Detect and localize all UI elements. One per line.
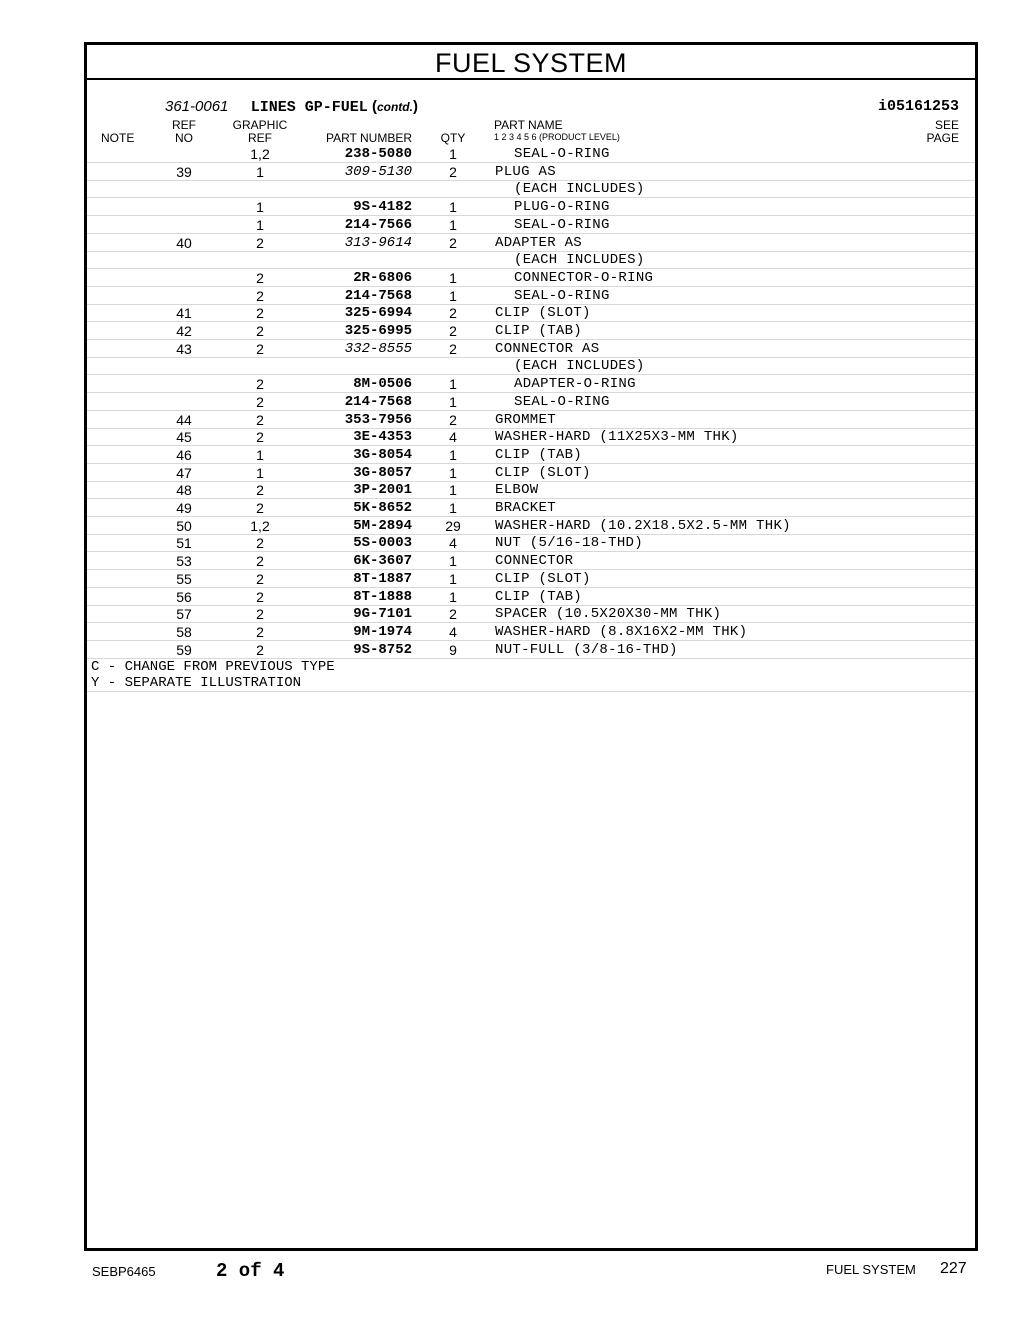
col-header-see-top: SEE <box>934 118 959 132</box>
qty-cell: 1 <box>449 146 457 162</box>
part-number-cell: 353-7956 <box>344 411 412 428</box>
part-name-cell: CONNECTOR <box>495 553 574 570</box>
part-number-cell: 9S-8752 <box>353 641 412 658</box>
part-name-cell: CLIP (SLOT) <box>495 570 591 587</box>
ref-no-cell: 48 <box>176 482 192 499</box>
qty-cell: 2 <box>449 340 457 357</box>
table-row <box>87 251 975 269</box>
qty-cell: 2 <box>449 305 457 322</box>
qty-cell: 9 <box>449 641 457 658</box>
ref-no-cell: 40 <box>176 234 192 251</box>
qty-cell: 1 <box>449 269 457 286</box>
part-name-cell: SPACER (10.5X20X30-MM THK) <box>495 606 722 623</box>
part-name-cell: (EACH INCLUDES) <box>514 358 645 375</box>
ref-no-cell: 56 <box>176 588 192 605</box>
graphic-ref-cell: 2 <box>256 269 264 286</box>
graphic-ref-cell: 2 <box>256 570 264 587</box>
part-name-cell: WASHER-HARD (10.2X18.5X2.5-MM THK) <box>495 517 791 534</box>
col-header-ref-bottom: NO <box>175 131 193 145</box>
part-name-cell: WASHER-HARD (11X25X3-MM THK) <box>495 429 739 446</box>
ref-no-cell: 55 <box>176 570 192 587</box>
graphic-ref-cell: 2 <box>256 393 264 410</box>
graphic-ref-cell: 2 <box>256 234 264 251</box>
qty-cell: 4 <box>449 535 457 552</box>
table-row <box>87 357 975 375</box>
part-name-cell: PLUG AS <box>495 163 556 180</box>
part-number-cell: 3G-8057 <box>353 464 412 481</box>
part-number-cell: 332-8555 <box>344 340 412 357</box>
ref-no-cell: 51 <box>176 535 192 552</box>
graphic-ref-cell: 2 <box>256 482 264 499</box>
table-row <box>87 375 975 393</box>
qty-cell: 1 <box>449 500 457 516</box>
table-row <box>87 411 975 429</box>
table-row <box>87 570 975 588</box>
ref-no-cell: 39 <box>176 163 192 180</box>
qty-cell: 1 <box>449 553 457 570</box>
part-name-cell: CONNECTOR-O-RING <box>514 269 654 286</box>
footer-section: FUEL SYSTEM <box>826 1262 916 1277</box>
graphic-ref-cell: 2 <box>256 535 264 552</box>
part-number-cell <box>287 180 412 197</box>
part-name-cell: CLIP (SLOT) <box>495 305 591 322</box>
footnote-line: Y - SEPARATE ILLUSTRATION <box>91 674 302 691</box>
ref-no-cell <box>157 375 211 392</box>
table-row <box>87 623 975 641</box>
part-number-cell: 9M-1974 <box>353 623 412 640</box>
part-number-cell: 238-5080 <box>344 146 412 162</box>
part-name-cell: GROMMET <box>495 411 556 428</box>
illustration-id: i05161253 <box>877 98 959 115</box>
ref-no-cell: 42 <box>176 323 192 339</box>
part-number-cell: 8M-0506 <box>353 376 412 393</box>
ref-no-cell <box>157 269 211 286</box>
part-number-cell: 3G-8054 <box>353 446 412 463</box>
part-number-cell: 3E-4353 <box>353 429 412 446</box>
qty-cell: 2 <box>449 606 457 623</box>
footnote-divider <box>87 691 975 692</box>
graphic-ref-cell: 2 <box>256 606 264 623</box>
table-row <box>87 446 975 464</box>
qty-cell: 2 <box>449 234 457 251</box>
part-name-cell: CLIP (SLOT) <box>495 464 591 481</box>
col-header-part-name: PART NAME <box>494 118 563 132</box>
footnote-line: C - CHANGE FROM PREVIOUS TYPE <box>91 659 335 676</box>
table-row <box>87 287 975 305</box>
part-number-cell: 8T-1888 <box>353 588 412 605</box>
ref-no-cell: 47 <box>176 464 192 481</box>
table-row <box>87 428 975 446</box>
qty-cell: 1 <box>449 199 457 216</box>
ref-no-cell: 46 <box>176 446 192 463</box>
part-number-cell: 6K-3607 <box>353 553 412 570</box>
group-name: LINES GP-FUEL <box>250 99 368 116</box>
col-header-see-bottom: PAGE <box>926 131 959 145</box>
part-name-cell: NUT-FULL (3/8-16-THD) <box>495 641 678 658</box>
part-name-cell: SEAL-O-RING <box>514 287 610 304</box>
group-contd: contd. <box>376 100 413 114</box>
part-name-cell: ADAPTER AS <box>495 234 583 251</box>
table-row <box>87 517 975 535</box>
ref-no-cell: 49 <box>176 500 192 516</box>
ref-no-cell: 43 <box>176 340 192 357</box>
ref-no-cell: 53 <box>176 553 192 570</box>
parts-page-frame <box>84 42 978 1251</box>
table-row <box>87 163 975 181</box>
graphic-ref-cell: 2 <box>256 500 264 516</box>
table-row <box>87 605 975 623</box>
qty-cell: 1 <box>449 216 457 233</box>
col-header-ref-top: REF <box>172 118 196 132</box>
qty-cell: 1 <box>449 376 457 393</box>
graphic-ref-cell: 2 <box>256 553 264 570</box>
qty-cell <box>430 251 476 268</box>
footer-doc-id: SEBP6465 <box>92 1264 156 1279</box>
part-number-cell: 3P-2001 <box>353 482 412 499</box>
part-name-cell: WASHER-HARD (8.8X16X2-MM THK) <box>495 623 748 640</box>
qty-cell: 1 <box>449 570 457 587</box>
qty-cell: 1 <box>449 464 457 481</box>
part-number-cell: 5K-8652 <box>353 500 412 516</box>
group-heading: 361-0061 LINES GP-FUEL (contd.) <box>165 98 418 116</box>
graphic-ref-cell: 2 <box>256 323 264 339</box>
part-name-cell: BRACKET <box>495 500 556 516</box>
qty-cell: 2 <box>449 411 457 428</box>
graphic-ref-cell: 2 <box>256 623 264 640</box>
ref-no-cell <box>157 287 211 304</box>
footer-page-number: 227 <box>940 1260 967 1277</box>
table-row <box>87 322 975 340</box>
part-number-cell: 214-7568 <box>344 393 412 410</box>
graphic-ref-cell <box>233 251 287 268</box>
graphic-ref-cell: 2 <box>256 305 264 322</box>
table-row <box>87 393 975 411</box>
qty-cell <box>430 180 476 197</box>
part-name-cell: CLIP (TAB) <box>495 446 583 463</box>
graphic-ref-cell: 1 <box>256 464 264 481</box>
graphic-ref-cell: 2 <box>256 588 264 605</box>
ref-no-cell: 44 <box>176 411 192 428</box>
graphic-ref-cell: 1 <box>256 216 264 233</box>
graphic-ref-cell: 2 <box>256 376 264 393</box>
part-number-cell: 9S-4182 <box>353 199 412 216</box>
col-header-note: NOTE <box>101 131 135 145</box>
part-name-cell: CLIP (TAB) <box>495 588 583 605</box>
col-header-qty: QTY <box>440 131 466 145</box>
ref-no-cell <box>157 251 211 268</box>
part-name-cell: SEAL-O-RING <box>514 146 610 162</box>
table-row <box>87 198 975 216</box>
part-name-cell: ELBOW <box>495 482 539 499</box>
part-name-cell: PLUG-O-RING <box>514 199 610 216</box>
graphic-ref-cell: 2 <box>256 411 264 428</box>
part-number-cell: 214-7566 <box>344 216 412 233</box>
ref-no-cell <box>157 393 211 410</box>
part-number-cell: 5S-0003 <box>353 535 412 552</box>
col-header-part-number: PART NUMBER <box>325 131 412 145</box>
qty-cell <box>430 357 476 374</box>
table-row <box>87 464 975 482</box>
ref-no-cell: 41 <box>176 305 192 322</box>
part-number-cell <box>287 357 412 374</box>
qty-cell: 1 <box>449 393 457 410</box>
ref-no-cell: 58 <box>176 623 192 640</box>
ref-no-cell: 45 <box>176 429 192 446</box>
part-name-cell: (EACH INCLUDES) <box>514 252 645 269</box>
group-number: 361-0061 <box>165 98 229 115</box>
part-number-cell: 8T-1887 <box>353 570 412 587</box>
part-number-cell: 325-6995 <box>344 323 412 339</box>
table-row <box>87 269 975 287</box>
table-row <box>87 534 975 552</box>
graphic-ref-cell: 1,2 <box>250 517 270 534</box>
qty-cell: 2 <box>449 323 457 339</box>
ref-no-cell <box>157 145 211 162</box>
graphic-ref-cell: 2 <box>256 287 264 304</box>
table-row <box>87 499 975 517</box>
part-number-cell: 313-9614 <box>344 234 412 251</box>
qty-cell: 4 <box>449 429 457 446</box>
ref-no-cell: 57 <box>176 606 192 623</box>
part-number-cell <box>287 251 412 268</box>
table-row <box>87 481 975 499</box>
table-row <box>87 340 975 358</box>
graphic-ref-cell: 2 <box>256 641 264 658</box>
graphic-ref-cell <box>233 357 287 374</box>
ref-no-cell: 50 <box>176 517 192 534</box>
part-number-cell: 5M-2894 <box>353 517 412 534</box>
ref-no-cell: 59 <box>176 641 192 658</box>
col-header-product-levels: 1 2 3 4 5 6 (PRODUCT LEVEL) <box>494 132 620 142</box>
table-row <box>87 552 975 570</box>
table-row <box>87 216 975 234</box>
graphic-ref-cell: 1 <box>256 199 264 216</box>
qty-cell: 1 <box>449 482 457 499</box>
part-name-cell: (EACH INCLUDES) <box>514 181 645 198</box>
ref-no-cell <box>157 357 211 374</box>
table-row <box>87 234 975 252</box>
part-name-cell: SEAL-O-RING <box>514 216 610 233</box>
part-name-cell: ADAPTER-O-RING <box>514 376 636 393</box>
graphic-ref-cell: 1 <box>256 446 264 463</box>
table-row <box>87 145 975 163</box>
graphic-ref-cell: 2 <box>256 340 264 357</box>
part-number-cell: 2R-6806 <box>353 269 412 286</box>
ref-no-cell <box>157 198 211 215</box>
graphic-ref-cell <box>233 180 287 197</box>
qty-cell: 1 <box>449 588 457 605</box>
page-title: FUEL SYSTEM <box>87 45 975 80</box>
table-row <box>87 588 975 606</box>
table-row <box>87 304 975 322</box>
qty-cell: 1 <box>449 446 457 463</box>
part-name-cell: CONNECTOR AS <box>495 340 600 357</box>
qty-cell: 29 <box>445 517 461 534</box>
graphic-ref-cell: 1,2 <box>250 146 270 162</box>
part-number-cell: 325-6994 <box>344 305 412 322</box>
part-number-cell: 309-5130 <box>344 163 412 180</box>
part-name-cell: CLIP (TAB) <box>495 323 583 339</box>
footer-page-of: 2 of 4 <box>216 1260 285 1282</box>
col-header-graphic-top: GRAPHIC <box>232 118 288 132</box>
graphic-ref-cell: 2 <box>256 429 264 446</box>
part-number-cell: 214-7568 <box>344 287 412 304</box>
col-header-graphic-bottom: REF <box>248 131 272 145</box>
table-row <box>87 180 975 198</box>
graphic-ref-cell: 1 <box>256 163 264 180</box>
qty-cell: 4 <box>449 623 457 640</box>
qty-cell: 1 <box>449 287 457 304</box>
table-row <box>87 641 975 659</box>
part-name-cell: SEAL-O-RING <box>514 393 610 410</box>
part-number-cell: 9G-7101 <box>353 606 412 623</box>
part-name-cell: NUT (5/16-18-THD) <box>495 535 643 552</box>
qty-cell: 2 <box>449 163 457 180</box>
ref-no-cell <box>157 180 211 197</box>
ref-no-cell <box>157 216 211 233</box>
